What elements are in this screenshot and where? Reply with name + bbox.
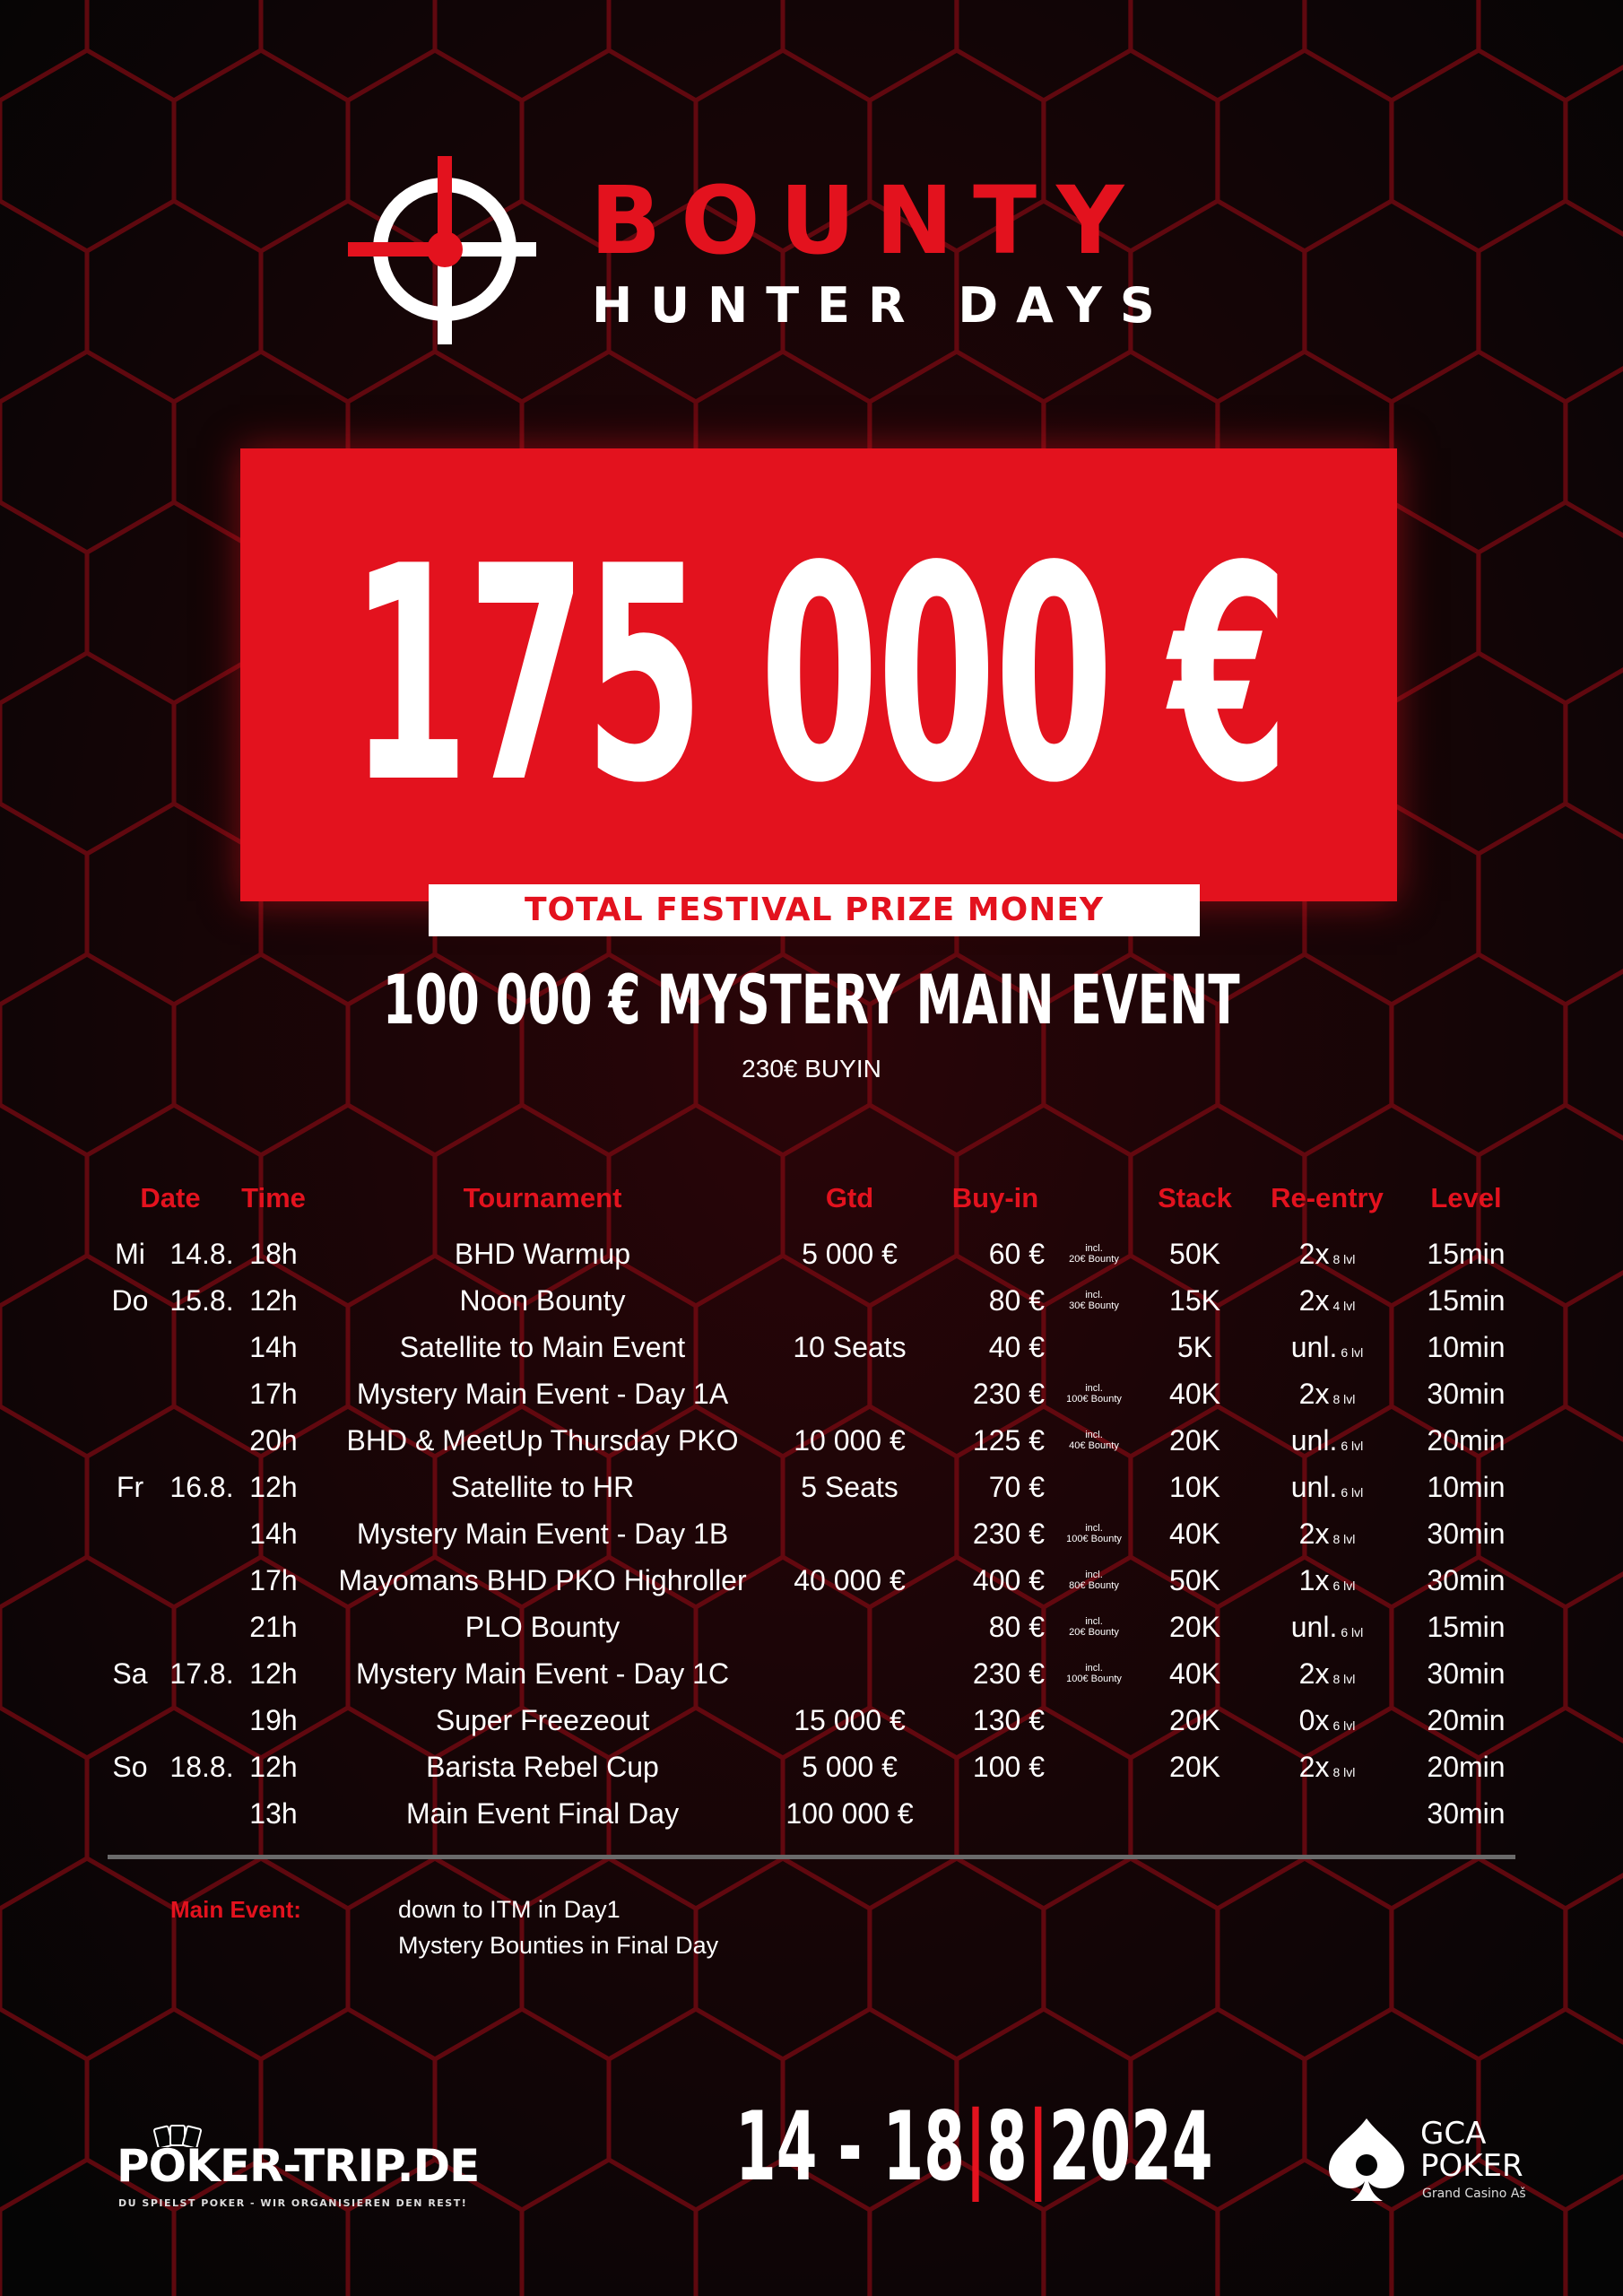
row-level: 30min [1427, 1378, 1506, 1410]
row-buyin: 230 € [972, 1518, 1045, 1550]
bounty-note-amount: 80€ Bounty [1069, 1580, 1119, 1591]
reentry-levels: 6 lvl [1341, 1345, 1364, 1360]
row-buyin: 80 € [988, 1284, 1045, 1317]
reentry-count: 2x [1298, 1378, 1330, 1410]
reentry-levels: 6 lvl [1341, 1485, 1364, 1500]
row-stack: 40K [1169, 1378, 1220, 1410]
row-time: 17h [249, 1564, 298, 1596]
row-bounty-note [1049, 1290, 1139, 1311]
row-buyin: 230 € [972, 1378, 1045, 1410]
bounty-note-amount: 100€ Bounty [1066, 1674, 1122, 1684]
bounty-note-incl: incl. [1085, 1663, 1103, 1674]
row-time: 19h [249, 1704, 298, 1736]
row-reentry [1255, 1650, 1399, 1702]
reentry-levels: 8 lvl [1332, 1252, 1356, 1266]
event-dates [735, 2092, 1213, 2208]
main-event-title [0, 960, 1623, 1039]
table-row [0, 1464, 1623, 1510]
row-reentry [1255, 1604, 1399, 1656]
row-level: 15min [1427, 1238, 1506, 1270]
bounty-note-incl: incl. [1085, 1243, 1103, 1254]
row-gtd: 5 Seats [801, 1471, 898, 1503]
gca-line1: GCA [1420, 2116, 1487, 2152]
reentry-levels: 6 lvl [1332, 1718, 1356, 1733]
row-level: 20min [1427, 1751, 1506, 1783]
table-row [0, 1790, 1623, 1837]
row-reentry [1255, 1370, 1399, 1422]
row-date: 15.8. [169, 1284, 234, 1317]
row-date: 18.8. [169, 1751, 234, 1783]
prize-label: TOTAL FESTIVAL PRIZE MONEY [429, 884, 1200, 936]
crosshair-icon [348, 156, 536, 344]
table-header [0, 1166, 1623, 1231]
header-time: Time [241, 1182, 306, 1213]
row-stack: 40K [1169, 1657, 1220, 1690]
row-buyin: 60 € [988, 1238, 1045, 1270]
row-gtd: 40 000 € [794, 1564, 906, 1596]
header-buyin: Buy-in [951, 1182, 1039, 1213]
event-days: 14 - 18 [735, 2092, 965, 2202]
reentry-count: 2x [1298, 1751, 1330, 1783]
row-buyin: 40 € [988, 1331, 1045, 1363]
reentry-count: unl. [1290, 1471, 1338, 1503]
row-tournament: Super Freezeout [435, 1704, 650, 1736]
row-buyin: 70 € [988, 1471, 1045, 1503]
table-row [0, 1650, 1623, 1697]
spade-icon [1325, 2115, 1408, 2205]
reentry-count: 2x [1298, 1284, 1330, 1317]
reentry-count: unl. [1290, 1424, 1338, 1457]
gca-line3: Grand Casino Aš [1422, 2187, 1526, 2201]
bounty-hunter-days-logo [348, 156, 1245, 353]
row-buyin: 230 € [972, 1657, 1045, 1690]
row-time: 17h [249, 1378, 298, 1410]
reentry-levels: 6 lvl [1341, 1439, 1364, 1453]
row-stack: 20K [1169, 1704, 1220, 1736]
reentry-count: unl. [1290, 1611, 1338, 1643]
table-row [0, 1277, 1623, 1324]
gca-poker-logo [1325, 2109, 1558, 2208]
row-bounty-note [1049, 1430, 1139, 1451]
row-stack: 5K [1176, 1331, 1213, 1363]
row-tournament: Satellite to Main Event [399, 1331, 686, 1363]
row-stack: 50K [1169, 1238, 1220, 1270]
bounty-note-incl: incl. [1085, 1430, 1103, 1440]
reentry-count: 2x [1298, 1238, 1330, 1270]
bounty-note-amount: 30€ Bounty [1069, 1300, 1119, 1311]
table-row [0, 1417, 1623, 1464]
header-tournament: Tournament [463, 1182, 622, 1213]
row-stack: 15K [1169, 1284, 1220, 1317]
row-stack: 20K [1169, 1424, 1220, 1457]
header-gtd: Gtd [825, 1182, 874, 1213]
row-tournament: Noon Bounty [459, 1284, 626, 1317]
row-time: 13h [249, 1797, 298, 1830]
row-day: Do [111, 1284, 149, 1317]
row-time: 12h [249, 1657, 298, 1690]
row-bounty-note [1049, 1243, 1139, 1265]
row-time: 12h [249, 1471, 298, 1503]
bounty-note-incl: incl. [1085, 1523, 1103, 1534]
table-row [0, 1231, 1623, 1277]
table-row [0, 1324, 1623, 1370]
row-tournament: PLO Bounty [464, 1611, 621, 1643]
notes-line: Mystery Bounties in Final Day [398, 1932, 719, 1959]
bounty-note-amount: 40€ Bounty [1069, 1440, 1119, 1451]
row-level: 15min [1427, 1611, 1506, 1643]
poker-trip-logo [117, 2124, 511, 2209]
row-level: 20min [1427, 1424, 1506, 1457]
row-reentry [1255, 1464, 1399, 1516]
row-date: 16.8. [169, 1471, 234, 1503]
row-time: 14h [249, 1331, 298, 1363]
reentry-levels: 8 lvl [1332, 1765, 1356, 1779]
row-tournament: BHD Warmup [454, 1238, 631, 1270]
row-stack: 20K [1169, 1611, 1220, 1643]
row-stack: 20K [1169, 1751, 1220, 1783]
reentry-levels: 6 lvl [1341, 1625, 1364, 1639]
event-year: 2024 [1048, 2092, 1213, 2202]
gca-line2: POKER [1420, 2148, 1523, 2184]
header-date: Date [140, 1182, 201, 1213]
bounty-note-incl: incl. [1085, 1616, 1103, 1627]
prize-box [240, 448, 1397, 901]
row-tournament: Mystery Main Event - Day 1B [356, 1518, 729, 1550]
row-stack: 50K [1169, 1564, 1220, 1596]
bounty-note-amount: 20€ Bounty [1069, 1627, 1119, 1638]
row-reentry [1255, 1557, 1399, 1609]
row-gtd: 5 000 € [802, 1238, 898, 1270]
row-gtd: 10 000 € [794, 1424, 906, 1457]
row-level: 30min [1427, 1518, 1506, 1550]
table-row [0, 1744, 1623, 1790]
date-separator: | [1027, 2092, 1049, 2202]
notes-label: Main Event: [170, 1896, 301, 1923]
row-gtd: 5 000 € [802, 1751, 898, 1783]
row-day: Fr [116, 1471, 144, 1503]
row-bounty-note [1049, 1616, 1139, 1638]
row-buyin: 100 € [972, 1751, 1045, 1783]
row-bounty-note [1049, 1663, 1139, 1684]
row-gtd: 15 000 € [794, 1704, 906, 1736]
row-time: 21h [249, 1611, 298, 1643]
row-level: 20min [1427, 1704, 1506, 1736]
row-reentry [1255, 1277, 1399, 1329]
poker-trip-title: POKER-TRIP.DE [117, 2140, 480, 2192]
row-bounty-note [1049, 1383, 1139, 1405]
schedule-table [0, 1166, 1623, 1837]
row-reentry [1255, 1324, 1399, 1376]
logo-subtitle: HUNTER DAYS [592, 277, 1173, 334]
row-tournament: Main Event Final Day [405, 1797, 680, 1830]
reentry-levels: 8 lvl [1332, 1392, 1356, 1406]
bounty-note-incl: incl. [1085, 1570, 1103, 1580]
header-level: Level [1430, 1182, 1502, 1213]
reentry-count: 2x [1298, 1657, 1330, 1690]
table-row [0, 1370, 1623, 1417]
bounty-note-incl: incl. [1085, 1290, 1103, 1300]
row-reentry [1255, 1510, 1399, 1562]
row-level: 15min [1427, 1284, 1506, 1317]
prize-amount: 175 000 € [350, 502, 1288, 848]
bounty-note-amount: 100€ Bounty [1066, 1394, 1122, 1405]
header-reentry: Re-entry [1271, 1182, 1384, 1213]
logo-title: BOUNTY [590, 166, 1144, 275]
table-row [0, 1510, 1623, 1557]
row-day: Sa [112, 1657, 148, 1690]
row-tournament: Mayomans BHD PKO Highroller [338, 1564, 747, 1596]
bounty-note-amount: 100€ Bounty [1066, 1534, 1122, 1544]
main-event-buyin: 230€ BUYIN [742, 1055, 881, 1083]
row-date: 14.8. [169, 1238, 234, 1270]
row-bounty-note [1049, 1570, 1139, 1591]
event-month: 8 [985, 2092, 1028, 2202]
reentry-levels: 8 lvl [1332, 1672, 1356, 1686]
row-stack: 40K [1169, 1518, 1220, 1550]
date-separator: | [964, 2092, 986, 2202]
row-tournament: Satellite to HR [450, 1471, 635, 1503]
reentry-count: 1x [1298, 1564, 1330, 1596]
row-level: 10min [1427, 1471, 1506, 1503]
row-buyin: 400 € [972, 1564, 1045, 1596]
row-time: 18h [249, 1238, 298, 1270]
main-event-title-text: 100 000 € MYSTERY MAIN EVENT [383, 960, 1240, 1039]
table-row [0, 1557, 1623, 1604]
table-row [0, 1697, 1623, 1744]
row-level: 10min [1427, 1331, 1506, 1363]
reentry-count: 2x [1298, 1518, 1330, 1550]
row-time: 14h [249, 1518, 298, 1550]
row-reentry [1255, 1744, 1399, 1796]
row-reentry [1255, 1231, 1399, 1283]
reentry-count: 0x [1298, 1704, 1330, 1736]
row-bounty-note [1049, 1523, 1139, 1544]
notes-line: down to ITM in Day1 [398, 1896, 621, 1923]
row-reentry [1255, 1697, 1399, 1749]
row-level: 30min [1427, 1564, 1506, 1596]
row-buyin: 125 € [972, 1424, 1045, 1457]
reentry-count: unl. [1290, 1331, 1338, 1363]
row-time: 12h [249, 1284, 298, 1317]
row-date: 17.8. [169, 1657, 234, 1690]
row-time: 20h [249, 1424, 298, 1457]
row-day: So [112, 1751, 148, 1783]
table-divider [108, 1855, 1515, 1859]
row-reentry [1255, 1790, 1399, 1842]
row-stack: 10K [1169, 1471, 1220, 1503]
reentry-levels: 8 lvl [1332, 1532, 1356, 1546]
row-tournament: Mystery Main Event - Day 1A [356, 1378, 729, 1410]
row-tournament: BHD & MeetUp Thursday PKO [346, 1424, 739, 1457]
poker-trip-tagline: DU SPIELST POKER - WIR ORGANISIEREN DEN REST! [118, 2197, 468, 2209]
row-gtd: 100 000 € [785, 1797, 914, 1830]
row-level: 30min [1427, 1657, 1506, 1690]
row-reentry [1255, 1417, 1399, 1469]
row-tournament: Barista Rebel Cup [426, 1751, 659, 1783]
row-level: 30min [1427, 1797, 1506, 1830]
row-day: Mi [115, 1238, 145, 1270]
bounty-note-amount: 20€ Bounty [1069, 1254, 1119, 1265]
row-buyin: 130 € [972, 1704, 1045, 1736]
table-body [0, 1231, 1623, 1837]
table-row [0, 1604, 1623, 1650]
row-time: 12h [249, 1751, 298, 1783]
row-gtd: 10 Seats [793, 1331, 907, 1363]
header-stack: Stack [1158, 1182, 1232, 1213]
reentry-levels: 6 lvl [1332, 1578, 1356, 1593]
reentry-levels: 4 lvl [1332, 1299, 1356, 1313]
row-tournament: Mystery Main Event - Day 1C [355, 1657, 730, 1690]
bounty-note-incl: incl. [1085, 1383, 1103, 1394]
row-buyin: 80 € [988, 1611, 1045, 1643]
